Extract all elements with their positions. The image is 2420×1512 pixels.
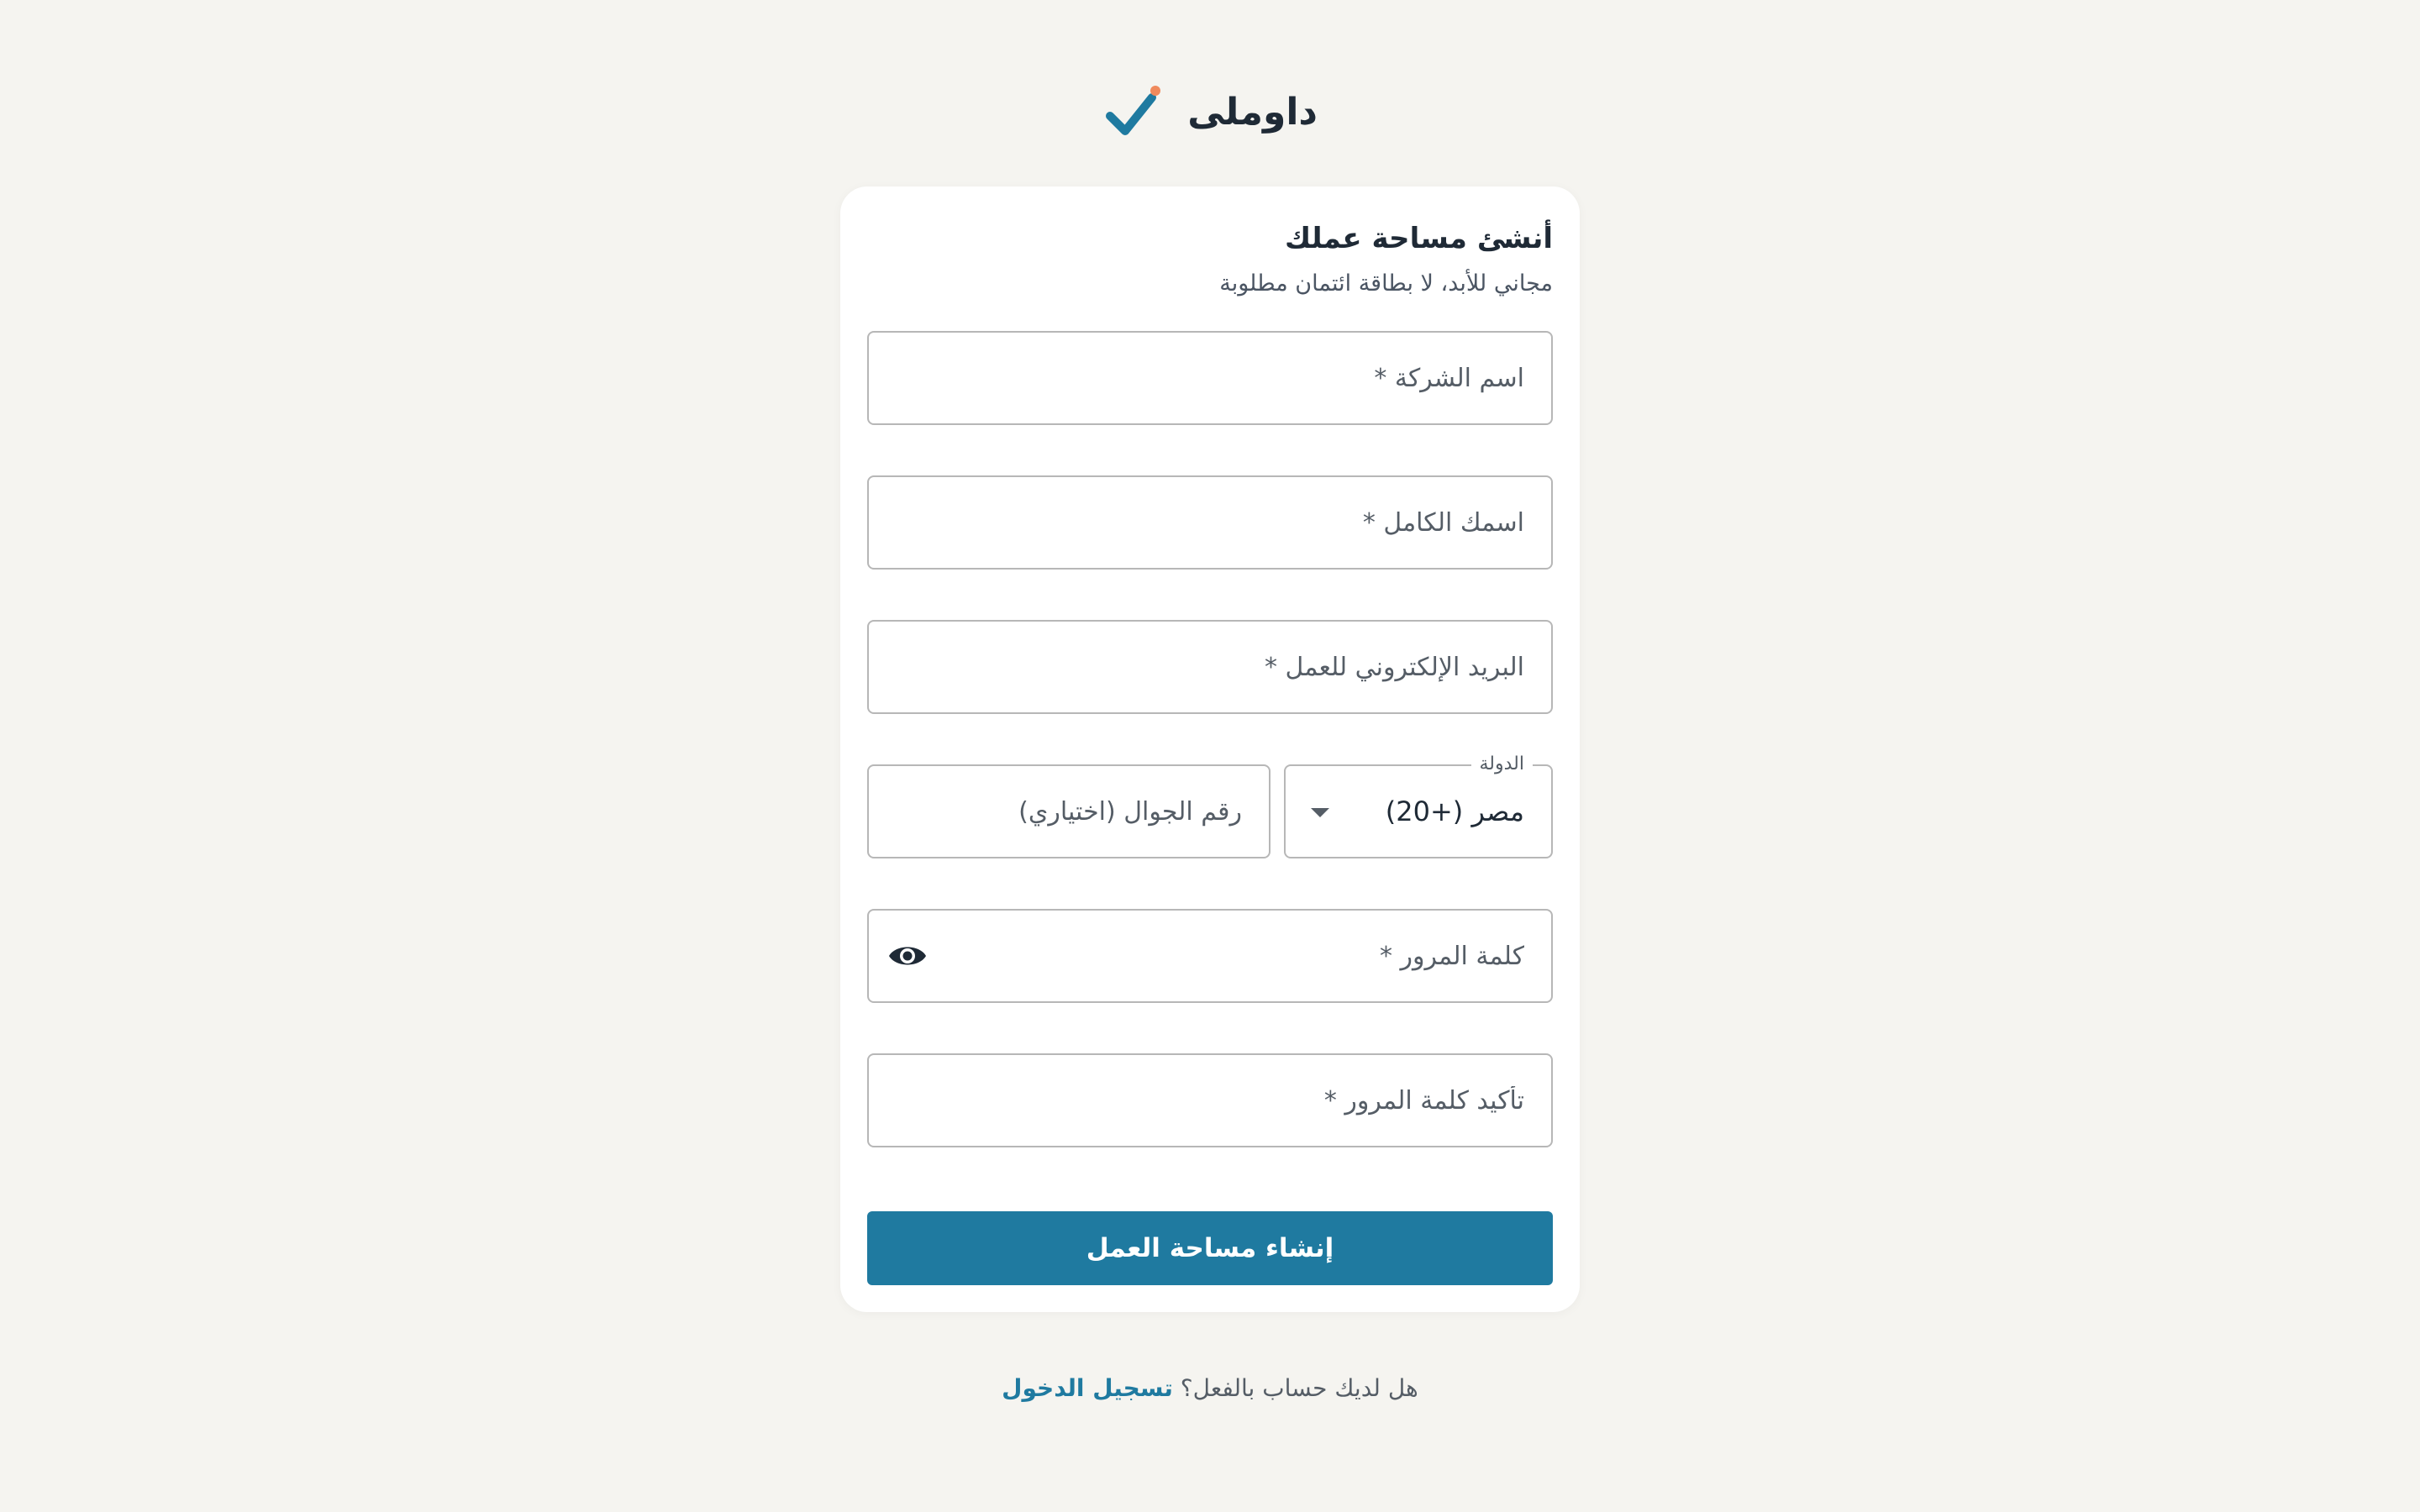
password-input[interactable]: [869, 911, 1551, 1001]
create-workspace-button[interactable]: إنشاء مساحة العمل: [867, 1211, 1553, 1285]
phone-field: [867, 764, 1270, 858]
login-prompt-text: هل لديك حساب بالفعل؟: [1180, 1374, 1418, 1402]
country-value: مصر (+20): [1385, 795, 1524, 827]
company-name-input[interactable]: [869, 333, 1551, 423]
phone-input[interactable]: [869, 766, 1269, 857]
card-subtitle: مجاني للأبد، لا بطاقة ائتمان مطلوبة: [1219, 270, 1553, 297]
full-name-input[interactable]: [869, 477, 1551, 568]
card-title: أنشئ مساحة عملك: [1285, 222, 1553, 255]
brand-logo: [1107, 82, 1318, 143]
work-email-input[interactable]: [869, 622, 1551, 712]
login-prompt: [924, 1374, 1496, 1402]
login-link[interactable]: تسجيل الدخول: [1002, 1374, 1173, 1402]
confirm-password-input[interactable]: [869, 1055, 1551, 1146]
checkmark-logo-icon: [1103, 82, 1164, 143]
password-field: [867, 909, 1553, 1003]
country-select[interactable]: [1284, 753, 1553, 858]
eye-icon[interactable]: [887, 937, 928, 974]
signup-card: [840, 186, 1580, 1312]
country-label: الدولة: [1471, 751, 1534, 778]
confirm-password-field: [867, 1053, 1553, 1147]
full-name-field: [867, 475, 1553, 570]
chevron-down-icon[interactable]: [1311, 808, 1329, 817]
brand-name: داوملى: [1187, 91, 1318, 134]
company-name-field: [867, 331, 1553, 425]
work-email-field: [867, 620, 1553, 714]
